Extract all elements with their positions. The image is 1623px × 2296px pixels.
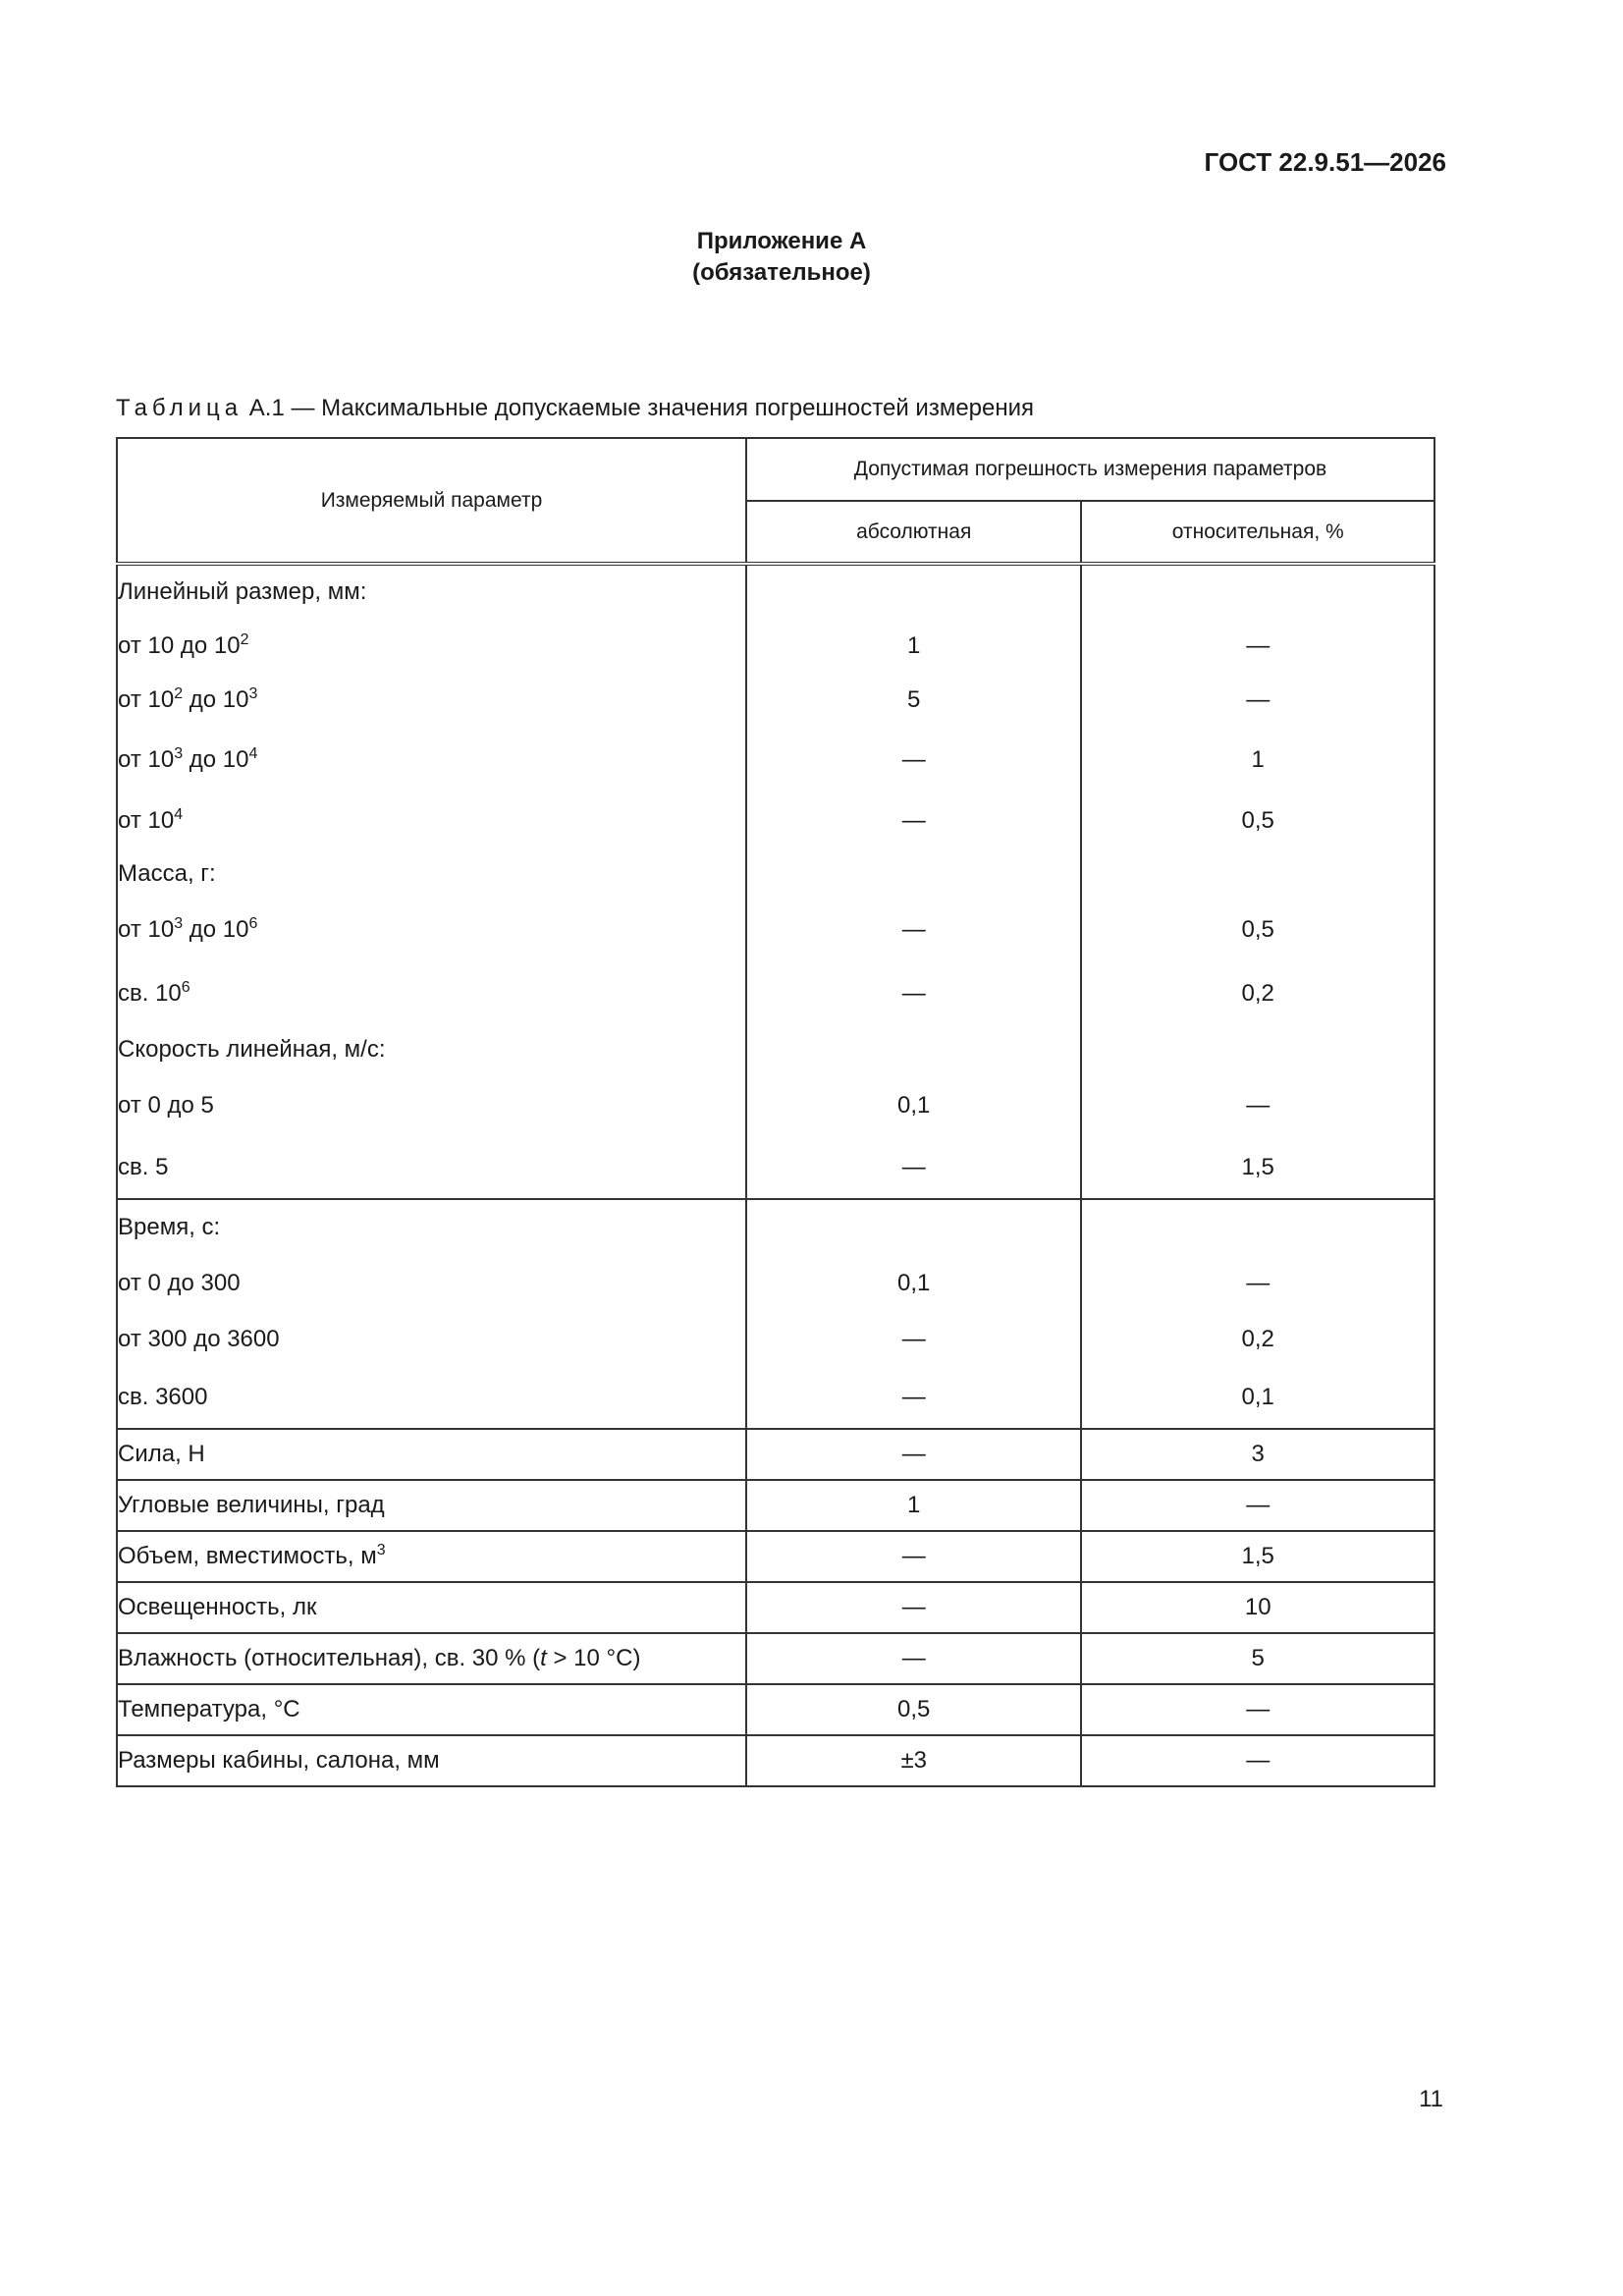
cell-param bbox=[117, 673, 746, 727]
header-absolute: абсолютная bbox=[746, 501, 1081, 564]
cell-absolute: — bbox=[746, 1531, 1081, 1582]
cell-absolute: 0,1 bbox=[746, 1255, 1081, 1311]
param-text: от 0 до 5 bbox=[118, 1092, 214, 1119]
cell-relative: — bbox=[1081, 1255, 1434, 1311]
cell-relative: 10 bbox=[1081, 1582, 1434, 1633]
cell-relative: 1,5 bbox=[1081, 1531, 1434, 1582]
param-text: св. 10 bbox=[118, 979, 182, 1007]
cell-relative bbox=[1081, 1025, 1434, 1074]
header-relative: относительная, % bbox=[1081, 501, 1434, 564]
cell-param bbox=[117, 849, 746, 899]
table-row bbox=[117, 1025, 1434, 1074]
param-exponent: 3 bbox=[376, 1542, 386, 1558]
cell-absolute: — bbox=[746, 1137, 1081, 1199]
cell-absolute: — bbox=[746, 1582, 1081, 1633]
cell-param bbox=[117, 1480, 746, 1531]
cell-param bbox=[117, 1633, 746, 1684]
header-param: Измеряемый параметр bbox=[117, 438, 746, 564]
cell-param bbox=[117, 1582, 746, 1633]
cell-absolute: — bbox=[746, 727, 1081, 793]
param-symbol: t bbox=[540, 1645, 547, 1671]
param-text: Размеры кабины, салона, мм bbox=[118, 1747, 440, 1774]
cell-param bbox=[117, 1137, 746, 1199]
cell-param bbox=[117, 1367, 746, 1429]
param-exponent: 2 bbox=[240, 630, 249, 648]
table-row bbox=[117, 1633, 1434, 1684]
cell-relative: 3 bbox=[1081, 1429, 1434, 1480]
param-text-cont: > 10 °С) bbox=[546, 1645, 641, 1671]
param-text: от 10 bbox=[118, 807, 175, 834]
table-row bbox=[117, 899, 1434, 961]
cell-absolute bbox=[746, 564, 1081, 619]
table-row bbox=[117, 1582, 1434, 1633]
cell-param bbox=[117, 564, 746, 619]
cell-absolute bbox=[746, 1199, 1081, 1255]
cell-absolute: — bbox=[746, 1633, 1081, 1684]
param-text: св. 5 bbox=[118, 1154, 169, 1180]
param-exponent: 3 bbox=[248, 684, 258, 702]
cell-absolute: — bbox=[746, 1367, 1081, 1429]
param-text: Скорость линейная, м/с: bbox=[118, 1036, 386, 1063]
cell-relative: 5 bbox=[1081, 1633, 1434, 1684]
cell-absolute: — bbox=[746, 793, 1081, 849]
table-row bbox=[117, 961, 1434, 1025]
table-row bbox=[117, 1199, 1434, 1255]
document-code: ГОСТ 22.9.51—2026 bbox=[1204, 147, 1446, 177]
table-row bbox=[117, 1255, 1434, 1311]
cell-relative: — bbox=[1081, 1074, 1434, 1137]
cell-absolute: 0,5 bbox=[746, 1684, 1081, 1735]
table-row bbox=[117, 564, 1434, 619]
param-text: от 10 до 10 bbox=[118, 631, 241, 659]
cell-param bbox=[117, 1025, 746, 1074]
table-row bbox=[117, 1480, 1434, 1531]
cell-relative: — bbox=[1081, 1684, 1434, 1735]
cell-absolute bbox=[746, 849, 1081, 899]
table-row bbox=[117, 793, 1434, 849]
cell-absolute: 0,1 bbox=[746, 1074, 1081, 1137]
cell-relative: — bbox=[1081, 1735, 1434, 1786]
cell-param bbox=[117, 1311, 746, 1367]
table-row bbox=[117, 1735, 1434, 1786]
cell-absolute: 1 bbox=[746, 1480, 1081, 1531]
param-text: Масса, г: bbox=[118, 860, 216, 887]
table-caption-text: А.1 — Максимальные допускаемые значения погрешностей измерения bbox=[243, 395, 1035, 421]
table-row bbox=[117, 1531, 1434, 1582]
page-number: 11 bbox=[1419, 2086, 1443, 2112]
cell-relative: 0,1 bbox=[1081, 1367, 1434, 1429]
param-text: от 300 до 3600 bbox=[118, 1325, 280, 1352]
table-caption-label: Таблица bbox=[116, 395, 243, 421]
param-text: Освещенность, лк bbox=[118, 1594, 317, 1620]
param-text: Время, с: bbox=[118, 1214, 221, 1240]
cell-absolute: — bbox=[746, 899, 1081, 961]
param-text: Объем, вместимость, м bbox=[118, 1543, 377, 1569]
cell-relative: — bbox=[1081, 673, 1434, 727]
table-row bbox=[117, 673, 1434, 727]
param-text-cont: до 10 bbox=[183, 685, 249, 713]
cell-absolute: — bbox=[746, 1429, 1081, 1480]
cell-param bbox=[117, 619, 746, 673]
cell-relative bbox=[1081, 1199, 1434, 1255]
param-text: от 10 bbox=[118, 685, 175, 713]
param-text: Сила, Н bbox=[118, 1441, 205, 1467]
table-row bbox=[117, 619, 1434, 673]
annex-subtitle: (обязательное) bbox=[692, 259, 871, 286]
param-text: Температура, °С bbox=[118, 1696, 300, 1722]
param-exponent: 3 bbox=[174, 915, 184, 932]
cell-param bbox=[117, 1255, 746, 1311]
cell-relative: 0,2 bbox=[1081, 1311, 1434, 1367]
cell-relative: 0,5 bbox=[1081, 899, 1434, 961]
cell-relative: 0,2 bbox=[1081, 961, 1434, 1025]
cell-param bbox=[117, 1531, 746, 1582]
param-exponent: 3 bbox=[174, 744, 184, 762]
cell-param bbox=[117, 1684, 746, 1735]
cell-param bbox=[117, 899, 746, 961]
cell-relative: — bbox=[1081, 619, 1434, 673]
table-row bbox=[117, 849, 1434, 899]
param-text-cont: до 10 bbox=[183, 745, 249, 773]
annex-title: Приложение А bbox=[696, 228, 867, 254]
param-exponent: 2 bbox=[174, 684, 184, 702]
cell-absolute bbox=[746, 1025, 1081, 1074]
tolerance-table bbox=[116, 437, 1435, 1787]
cell-relative: 1,5 bbox=[1081, 1137, 1434, 1199]
cell-relative bbox=[1081, 849, 1434, 899]
table-row bbox=[117, 727, 1434, 793]
table-row bbox=[117, 1367, 1434, 1429]
cell-param bbox=[117, 727, 746, 793]
cell-absolute: 5 bbox=[746, 673, 1081, 727]
param-text: Угловые величины, град bbox=[118, 1492, 385, 1518]
param-text: Линейный размер, мм: bbox=[118, 578, 367, 605]
param-exponent: 4 bbox=[248, 744, 258, 762]
cell-absolute: — bbox=[746, 961, 1081, 1025]
table-row bbox=[117, 1684, 1434, 1735]
cell-relative: 0,5 bbox=[1081, 793, 1434, 849]
param-text: от 10 bbox=[118, 745, 175, 773]
cell-param bbox=[117, 793, 746, 849]
table-caption bbox=[116, 395, 1034, 422]
table-row bbox=[117, 1137, 1434, 1199]
header-tolerance: Допустимая погрешность измерения параметров bbox=[746, 438, 1434, 501]
param-text: от 0 до 300 bbox=[118, 1269, 241, 1296]
cell-absolute: ±3 bbox=[746, 1735, 1081, 1786]
cell-relative: 1 bbox=[1081, 727, 1434, 793]
param-exponent: 4 bbox=[174, 806, 184, 823]
table-row bbox=[117, 1311, 1434, 1367]
cell-param bbox=[117, 1735, 746, 1786]
cell-absolute: 1 bbox=[746, 619, 1081, 673]
param-exponent: 6 bbox=[248, 915, 258, 932]
param-exponent: 6 bbox=[181, 978, 190, 996]
cell-relative: — bbox=[1081, 1480, 1434, 1531]
param-text: от 10 bbox=[118, 916, 175, 943]
cell-param bbox=[117, 1199, 746, 1255]
table-row bbox=[117, 1429, 1434, 1480]
param-text: св. 3600 bbox=[118, 1384, 208, 1410]
cell-absolute: — bbox=[746, 1311, 1081, 1367]
cell-param bbox=[117, 1074, 746, 1137]
param-text: Влажность (относительная), св. 30 % ( bbox=[118, 1645, 541, 1671]
table-row bbox=[117, 1074, 1434, 1137]
cell-relative bbox=[1081, 564, 1434, 619]
param-text-cont: до 10 bbox=[183, 916, 249, 943]
cell-param bbox=[117, 961, 746, 1025]
cell-param bbox=[117, 1429, 746, 1480]
